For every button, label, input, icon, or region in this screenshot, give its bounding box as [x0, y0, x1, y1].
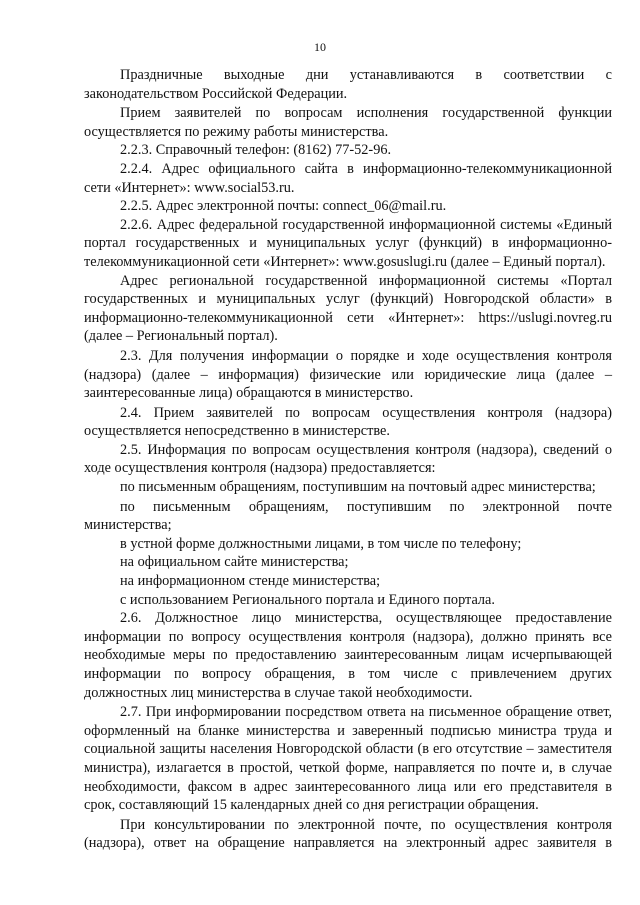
paragraph-2-3: 2.3. Для получения информации о порядке и ходе осуществления контроля (надзора) (далее – информация) физические или юридические лица (далее – заинтересованные лица) обращаются в министерство.: [84, 347, 612, 402]
paragraph-email-consultation: При консультировании по электронной почте, по осуществления контроля (надзора), ответ на обращение направляется на электронный адрес заявителя в: [84, 816, 612, 852]
paragraph-2-6: 2.6. Должностное лицо министерства, осуществляющее предоставление информации по вопросу осуществления контроля (надзора), должно принять все необходимые меры по предоставлению заинтересованным лицам исчерпывающей информации по вопросу обращения, в том числе с привлечением других должностных лиц министерства в случае такой необходимости.: [84, 610, 612, 701]
paragraph-reception-schedule: Прием заявителей по вопросам исполнения государственной функции осуществляется по режиму работы министерства.: [84, 105, 612, 140]
paragraph-2-5: 2.5. Информация по вопросам осуществления контроля (надзора), сведений о ходе осуществления контроля (надзора) предоставляется:: [84, 441, 612, 477]
list-item-portals: с использованием Регионального портала и Единого портала.: [120, 591, 495, 608]
paragraph-holidays: Праздничные выходные дни устанавливаются в соответствии с законодательством Российской Федерации.: [84, 67, 612, 102]
paragraph-2-7: 2.7. При информировании посредством ответа на письменное обращение ответ, оформленный на бланке министерства и заверенный подписью министра труда и социальной защиты населения Новгородской области (в его отсутствие – заместителя министра), излагается в простой, четкой форме, направляется по почте и, в случае необходимости, факсом в адрес заинтересованного лица или его представителя в срок, составляющий 15 календарных дней со дня регистрации обращения.: [84, 704, 612, 814]
list-item-oral: в устной форме должностными лицами, в том числе по телефону;: [120, 535, 522, 552]
list-item-website: на официальном сайте министерства;: [120, 554, 349, 571]
list-item-email: по письменным обращениям, поступившим по электронной почте министерства;: [84, 498, 612, 534]
list-item-stand: на информационном стенде министерства;: [120, 573, 381, 590]
paragraph-regional-portal: Адрес региональной государственной информационной системы «Портал государственных и муниципальных услуг (функций) Новгородской области» в информационно-телекоммуникационной сети «Интернет»: https://uslugi.novreg.ru (далее – Региональный портал).: [84, 272, 612, 345]
page-number: 10: [314, 40, 326, 54]
list-item-postal: по письменным обращениям, поступившим на почтовый адрес министерства;: [120, 479, 596, 496]
paragraph-website: 2.2.4. Адрес официального сайта в информационно-телекоммуникационной сети «Интернет»: www.social53.ru.: [84, 160, 612, 196]
paragraph-email: 2.2.5. Адрес электронной почты: connect_06@mail.ru.: [120, 198, 447, 215]
paragraph-federal-portal: 2.2.6. Адрес федеральной государственной информационной системы «Единый портал государственных и муниципальных услуг (функций) в информационно-телекоммуникационной сети «Интернет»: www.gosuslugi.ru (далее – Единый портал).: [84, 216, 612, 270]
paragraph-phone: 2.2.3. Справочный телефон: (8162) 77-52-96.: [120, 142, 392, 159]
document-body: [84, 66, 612, 853]
paragraph-2-4: 2.4. Прием заявителей по вопросам осуществления контроля (надзора) осуществляется непосредственно в министерстве.: [84, 404, 612, 440]
